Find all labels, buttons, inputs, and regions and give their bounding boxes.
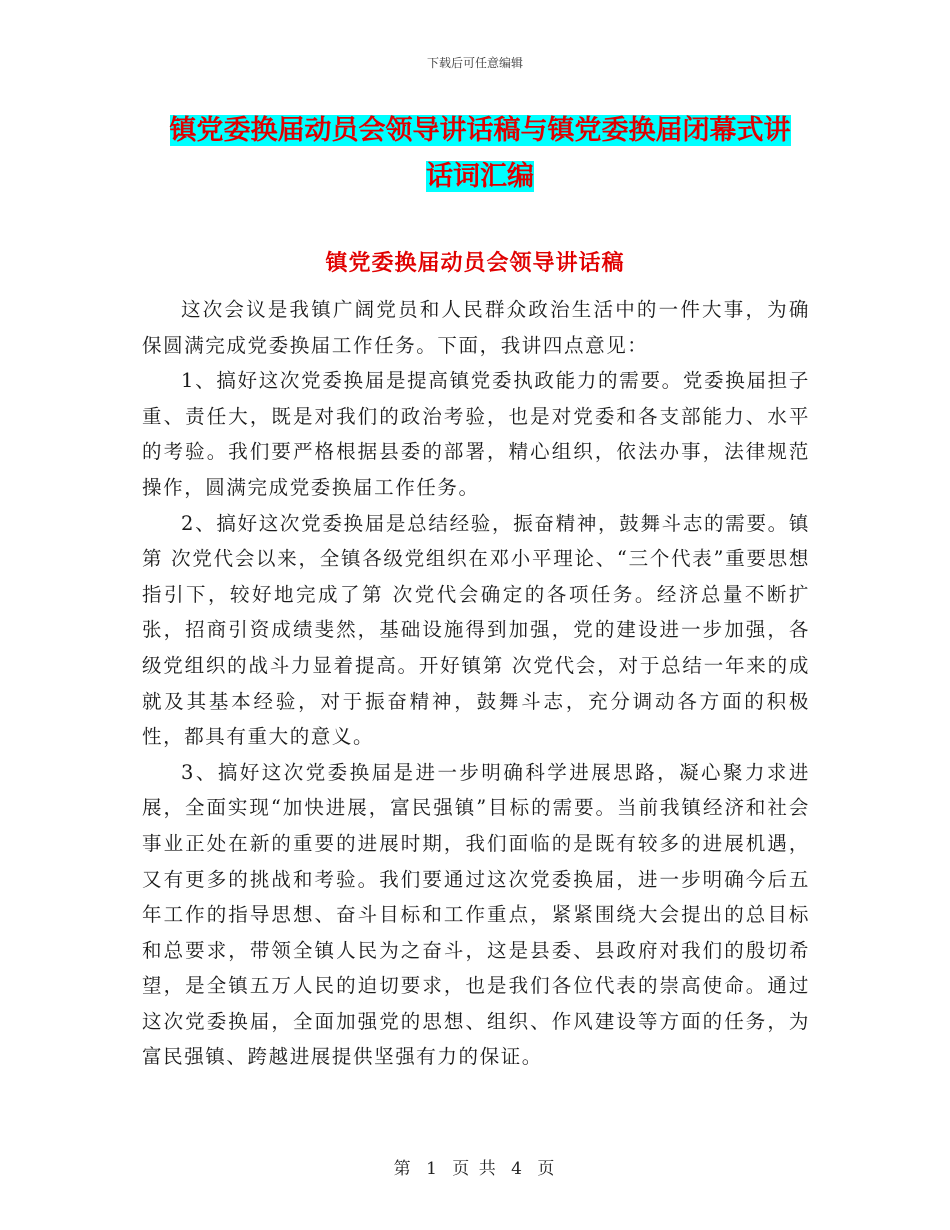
page-total: 4 xyxy=(511,1159,524,1179)
document-title xyxy=(140,108,820,200)
paragraph-point-2: 2、搞好这次党委换届是总结经验，振奋精神，鼓舞斗志的需要。镇第 次党代会以来，全镇各级党组织在邓小平理论、“三个代表”重要思想指引下，较好地完成了第 次党代会确定的各项任务。经济总量不断扩张，招商引资成绩斐然，基础设施得到加强，党的建设进一步加强，各级党组织的战斗力显着提高。开好镇第 次党代会，对于总结一年来的成就及其基本经验，对于振奋精神，鼓舞斗志，充分调动各方面的积极性，都具有重大的意义。 xyxy=(142,511,810,749)
footer-prefix: 第 xyxy=(393,1159,413,1179)
paragraph-intro: 这次会议是我镇广阔党员和人民群众政治生活中的一件大事，为确保圆满完成党委换届工作任务。下面，我讲四点意见： xyxy=(142,298,810,357)
section-title: 镇党委换届动员会领导讲话稿 xyxy=(325,250,625,276)
footer-suffix: 页 xyxy=(537,1159,557,1179)
paragraph-point-3: 3、搞好这次党委换届是进一步明确科学进展思路，凝心聚力求进展，全面实现“加快进展，富民强镇”目标的需要。当前我镇经济和社会事业正处在新的重要的进展时期，我们面临的是既有较多的进展机遇，又有更多的挑战和考验。我们要通过这次党委换届，进一步明确今后五年工作的指导思想、奋斗目标和工作重点，紧紧围绕大会提出的总目标和总要求，带领全镇人民为之奋斗，这是县委、县政府对我们的殷切希望，是全镇五万人民的迫切要求，也是我们各位代表的崇高使命。通过这次党委换届，全面加强党的思想、组织、作风建设等方面的任务，为富民强镇、跨越进展提供坚强有力的保证。 xyxy=(142,760,810,1069)
page-number: 1 xyxy=(426,1159,439,1179)
title-line-1: 镇党委换届动员会领导讲话稿与镇党委换届闭幕式讲 xyxy=(169,115,791,146)
header-note: 下载后可任意编辑 xyxy=(426,56,523,70)
page-footer xyxy=(0,1154,950,1179)
paragraph-point-1: 1、搞好这次党委换届是提高镇党委执政能力的需要。党委换届担子重、责任大，既是对我们的政治考验，也是对党委和各支部能力、水平的考验。我们要严格根据县委的部署，精心组织，依法办事，法律规范操作，圆满完成党委换届工作任务。 xyxy=(142,369,810,499)
footer-middle: 页 共 xyxy=(452,1159,498,1179)
title-line-2: 话词汇编 xyxy=(426,161,534,192)
document-body xyxy=(142,292,810,1075)
